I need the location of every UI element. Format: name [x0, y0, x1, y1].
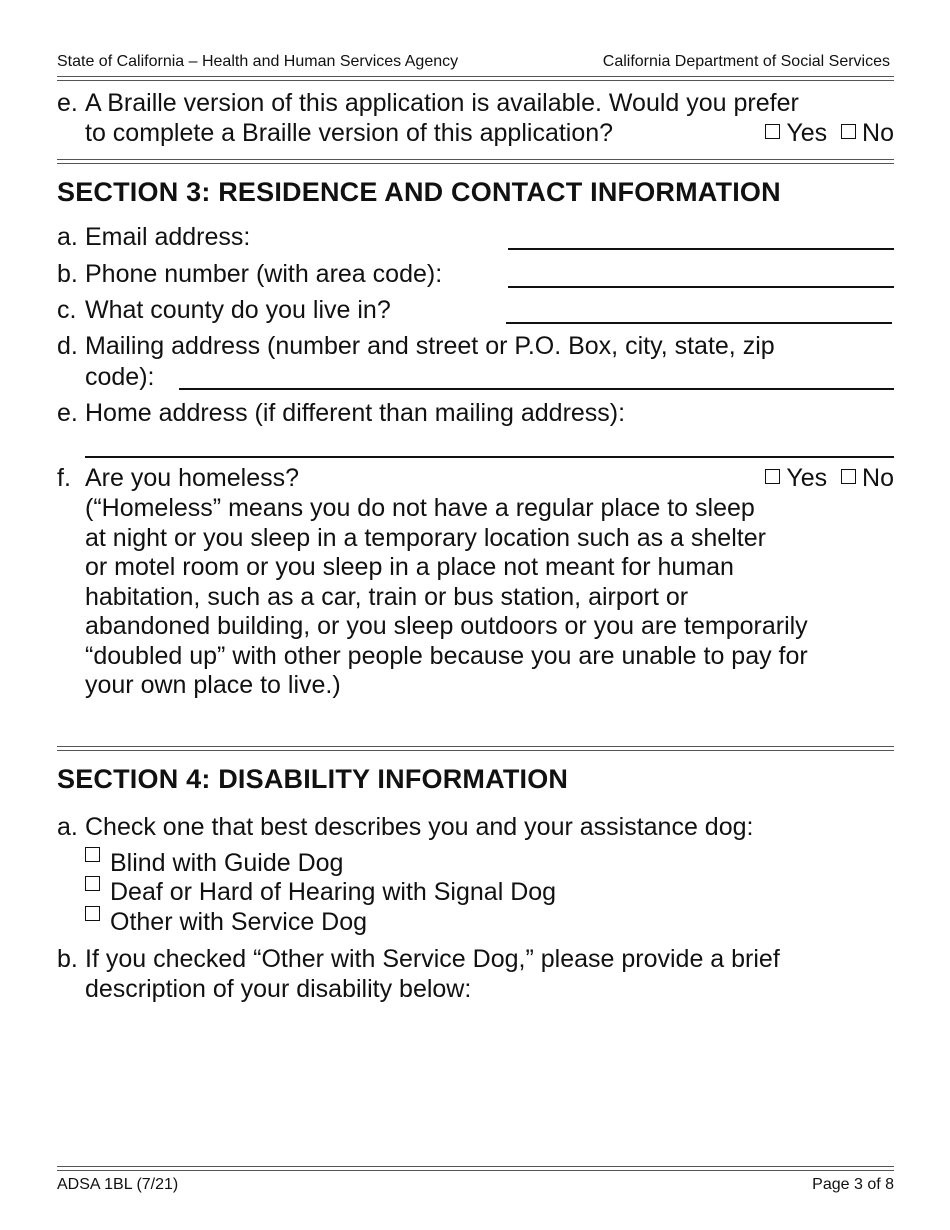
braille-yes-no: [765, 118, 894, 148]
agency-name: State of California – Health and Human Services Agency: [57, 53, 459, 70]
braille-question-line2: to complete a Braille version of this application?: [85, 119, 614, 147]
option-service-dog[interactable]: Other with Service Dog: [85, 906, 367, 937]
checkbox-icon: [85, 876, 100, 891]
home-address-field[interactable]: [85, 456, 894, 458]
homeless-no-checkbox[interactable]: No: [841, 464, 894, 492]
homeless-definition: (“Homeless” means you do not have a regular place to sleep at night or you sleep in a temporary location such as a shelter or motel room or you sleep in a place not meant for human habitation, such as a car, train or bus station, airport or abandoned building, or you sleep outdoors or you are temporarily “doubled up” with other people because you are unable to pay for your own place to live.): [85, 494, 808, 699]
header-divider: [57, 76, 894, 81]
page-header: [57, 53, 894, 73]
mailing-address-field[interactable]: [179, 388, 894, 390]
checkbox-icon: [765, 124, 780, 139]
disability-description-area[interactable]: [85, 1010, 894, 1160]
section-divider: [57, 746, 894, 751]
section3-title: SECTION 3: RESIDENCE AND CONTACT INFORMATION: [57, 177, 781, 207]
braille-no-checkbox[interactable]: No: [841, 119, 894, 147]
braille-yes-checkbox[interactable]: Yes: [765, 119, 827, 147]
form-page: State of California – Health and Human Services Agency California Department of Social Services e. A Braille version of this application is available. Would you prefer to complete a Braille version of this application? Yes No SECTION 3: RESIDENCE AND CONTACT INFORMATION a. Email address: b. Phone number (with area code): c. What county do you live in? d. Mailing address (number and street or P.O. Box, city, state, zip code): e. Home address (if different than mailing address): f. Are you homeless? Yes No (“Homeless” means you do not have a regular place to sleep at night or you sleep in a temporary location such as a shelter or motel room or you sleep in a place not meant for human habitation, such as a car, train or bus station, airport or abandoned building, or you sleep outdoors or you are temporarily “doubled up” with other people because you are unable to pay for your own place to live.) SECTION 4: DISABILITY INFORMATION a. Check one that best describes you and your assistance dog: Blind with Guide Dog Deaf or Hard of Hearing with Signal Dog Other with Service Dog b. If you checked “Other with Service Dog,” please provide a brief description of your disability below: ADSA 1BL (7/21) Page 3 of 8: [57, 0, 894, 1230]
county-field[interactable]: [506, 322, 892, 324]
form-number: ADSA 1BL (7/21): [57, 1176, 179, 1193]
email-field[interactable]: [508, 248, 894, 250]
phone-field[interactable]: [508, 286, 894, 288]
checkbox-icon: [85, 847, 100, 862]
checkbox-icon: [765, 469, 780, 484]
option-signal-dog[interactable]: Deaf or Hard of Hearing with Signal Dog: [85, 876, 556, 907]
page-number: Page 3 of 8: [812, 1176, 894, 1193]
braille-question-line1: A Braille version of this application is available. Would you prefer: [85, 89, 799, 117]
option-guide-dog[interactable]: Blind with Guide Dog: [85, 847, 343, 878]
homeless-yes-checkbox[interactable]: Yes: [765, 464, 827, 492]
checkbox-icon: [85, 906, 100, 921]
section-divider: [57, 159, 894, 164]
footer-divider: [57, 1166, 894, 1171]
checkbox-icon: [841, 469, 856, 484]
homeless-yes-no: [765, 463, 894, 493]
department-name: California Department of Social Services: [602, 53, 890, 70]
checkbox-icon: [841, 124, 856, 139]
section4-title: SECTION 4: DISABILITY INFORMATION: [57, 764, 569, 794]
